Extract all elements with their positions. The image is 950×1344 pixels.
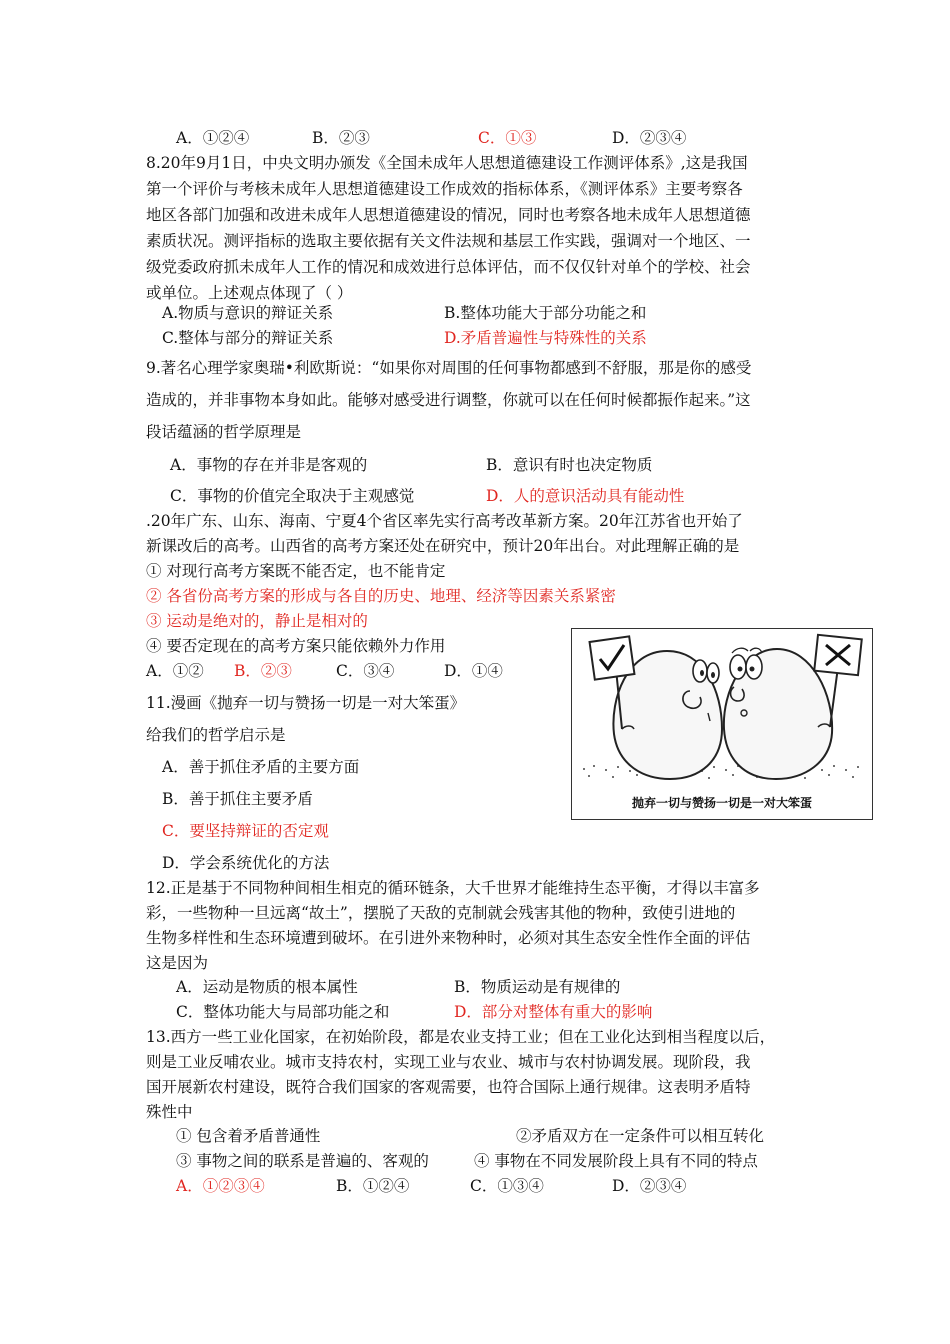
q11-option-a: A．善于抓住矛盾的主要方面 <box>162 758 360 776</box>
q12-option-b: B．物质运动是有规律的 <box>454 978 621 996</box>
q12-option-c: C．整体功能大与局部功能之和 <box>176 1003 390 1021</box>
q8-option-c: C.整体与部分的辩证关系 <box>162 329 334 347</box>
q10-statement-3-answer: ③ 运动是绝对的，静止是相对的 <box>146 612 368 630</box>
cartoon-figure <box>571 628 873 820</box>
q12-stem-line: 彩，一些物种一旦远离“故土”，摆脱了天敌的克制就会残害其他的物种，致使引进地的 <box>146 904 736 922</box>
q13-stem-line: 国开展新农村建设，既符合我们国家的客观需要，也符合国际上通行规律。这表明矛盾特 <box>146 1078 751 1096</box>
q9-option-c: C．事物的价值完全取决于主观感觉 <box>170 487 415 505</box>
q10-option-b-answer: B．②③ <box>234 662 292 680</box>
q11-stem-line: 11.漫画《抛弃一切与赞扬一切是一对大笨蛋》 <box>146 694 466 712</box>
q10-option-a: A．①② <box>146 662 204 680</box>
q13-option-b: B．①②④ <box>336 1177 410 1195</box>
q13-statement-1: ① 包含着矛盾普通性 <box>176 1127 321 1145</box>
q7-option-a: A．①②④ <box>176 129 250 147</box>
q8-stem-line: 第一个评价与考核未成年人思想道德建设工作成效的指标体系，《测评体系》主要考察各 <box>146 180 743 198</box>
q9-option-b: B．意识有时也决定物质 <box>486 456 653 474</box>
q10-statement-1: ① 对现行高考方案既不能否定，也不能肯定 <box>146 562 446 580</box>
q12-option-d-answer: D．部分对整体有重大的影响 <box>454 1003 653 1021</box>
q10-stem-line: .20年广东、山东、海南、宁夏4个省区率先实行高考改革新方案。20年江苏省也开始了 <box>146 512 743 530</box>
q8-stem-line: 级党委政府抓未成年人工作的情况和成效进行总体评估，而不仅仅针对单个的学校、社会 <box>146 258 751 276</box>
q7-option-b: B．②③ <box>312 129 370 147</box>
q8-stem-line: 地区各部门加强和改进未成年人思想道德建设的情况，同时也考察各地未成年人思想道德 <box>146 206 751 224</box>
q9-stem-line: 段话蕴涵的哲学原理是 <box>146 423 302 441</box>
q10-option-d: D．①④ <box>444 662 503 680</box>
q10-statement-2-answer: ② 各省份高考方案的形成与各自的历史、地理、经济等因素关系紧密 <box>146 587 616 605</box>
q8-stem-line: 8.20年9月1日，中央文明办颁发《全国未成年人思想道德建设工作测评体系》,这是我国 <box>146 154 748 172</box>
q13-stem-line: 则是工业反哺农业。城市支持农村，实现工业与农业、城市与农村协调发展。现阶段，我 <box>146 1053 751 1071</box>
q13-option-c: C．①③④ <box>470 1177 544 1195</box>
q8-option-a: A.物质与意识的辩证关系 <box>162 304 334 322</box>
q7-option-c-answer: C．①③ <box>478 129 537 147</box>
q11-option-d: D．学会系统优化的方法 <box>162 854 330 872</box>
q8-stem-line: 或单位。上述观点体现了（ ） <box>146 284 353 302</box>
q8-stem-line: 素质状况。测评指标的选取主要依据有关文件法规和基层工作实践，强调对一个地区、一 <box>146 232 751 250</box>
q13-statement-2: ②矛盾双方在一定条件可以相互转化 <box>516 1127 765 1145</box>
q11-option-c-answer: C．要坚持辩证的否定观 <box>162 822 329 840</box>
cartoon-caption: 抛弃一切与赞扬一切是一对大笨蛋 <box>631 796 812 810</box>
q11-option-b: B．善于抓住主要矛盾 <box>162 790 313 808</box>
q12-stem-line: 这是因为 <box>146 954 209 972</box>
q9-option-d-answer: D．人的意识活动具有能动性 <box>486 487 685 505</box>
q10-option-c: C．③④ <box>336 662 395 680</box>
q8-option-d-answer: D.矛盾普遍性与特殊性的关系 <box>444 329 647 347</box>
q11-stem-line: 给我们的哲学启示是 <box>146 726 286 744</box>
q9-stem-line: 造成的，并非事物本身如此。能够对感受进行调整，你就可以在任何时候都振作起来。”这 <box>146 391 751 409</box>
q9-option-a: A．事物的存在并非是客观的 <box>170 456 368 474</box>
q12-stem-line: 12.正是基于不同物种间相生相克的循环链条，大千世界才能维持生态平衡，才得以丰富多 <box>146 879 760 897</box>
q13-option-a-answer: A．①②③④ <box>176 1177 265 1195</box>
q13-stem-line: 13.西方一些工业化国家，在初始阶段，都是农业支持工业；但在工业化达到相当程度以后， <box>146 1028 776 1046</box>
q7-option-d: D．②③④ <box>612 129 687 147</box>
q10-statement-4: ④ 要否定现在的高考方案只能依赖外力作用 <box>146 637 446 655</box>
q8-option-b: B.整体功能大于部分功能之和 <box>444 304 647 322</box>
q13-statement-3: ③ 事物之间的联系是普遍的、客观的 <box>176 1152 429 1170</box>
cartoon-drawing <box>572 629 871 799</box>
q12-option-a: A．运动是物质的根本属性 <box>176 978 358 996</box>
q9-stem-line: 9.著名心理学家奥瑞•利欧斯说：“如果你对周围的任何事物都感到不舒服，那是你的感受 <box>146 359 752 377</box>
q12-stem-line: 生物多样性和生态环境遭到破坏。在引进外来物种时，必须对其生态安全性作全面的评估 <box>146 929 751 947</box>
q13-stem-line: 殊性中 <box>146 1103 193 1121</box>
q13-option-d: D．②③④ <box>612 1177 687 1195</box>
q13-statement-4: ④ 事物在不同发展阶段上具有不同的特点 <box>474 1152 758 1170</box>
q10-stem-line: 新课改后的高考。山西省的高考方案还处在研究中，预计20年出台。对此理解正确的是 <box>146 537 740 555</box>
